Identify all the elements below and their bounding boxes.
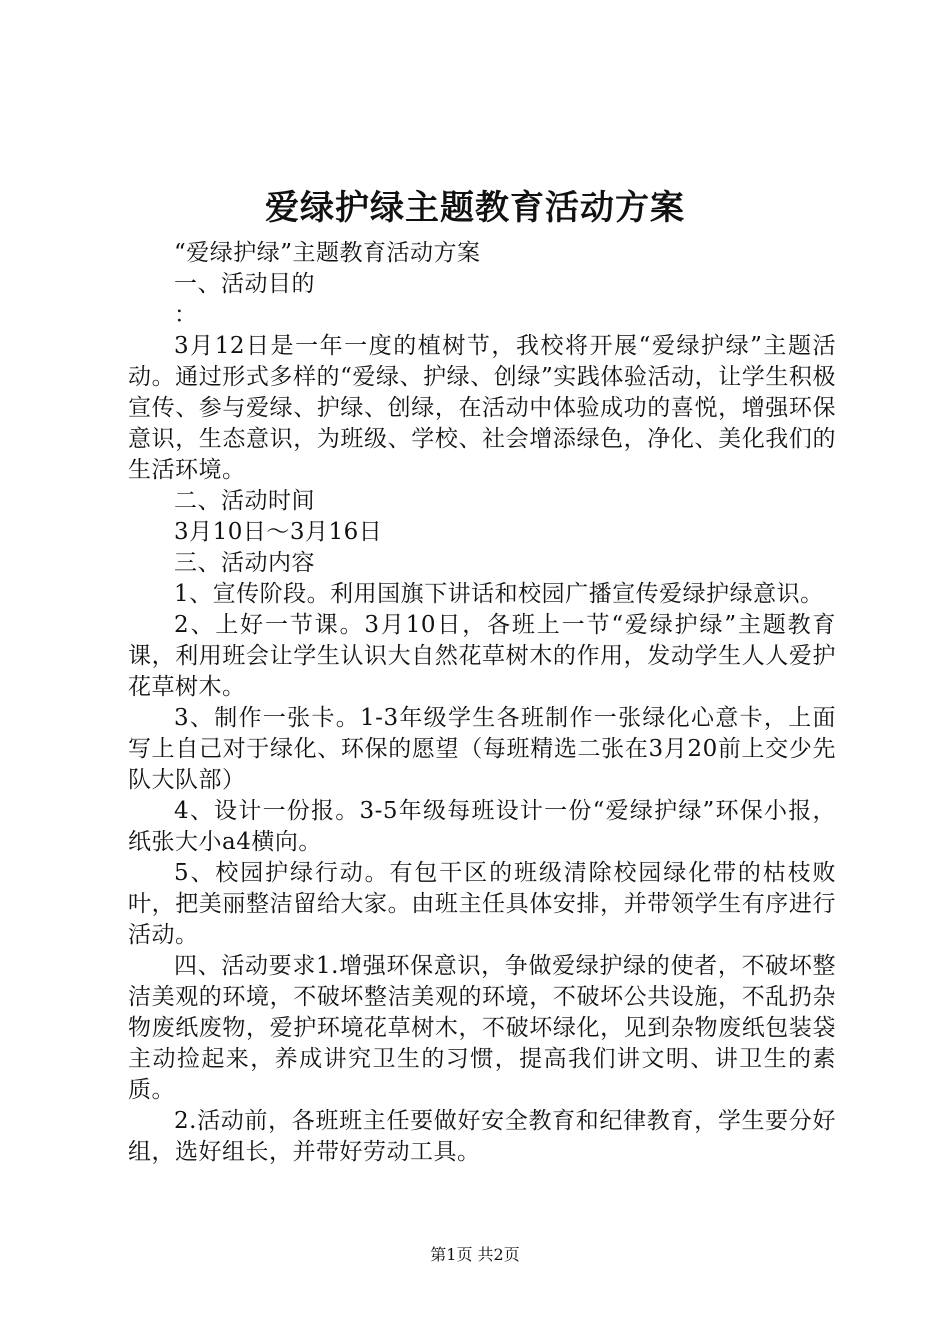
paragraph-colon: ： <box>174 302 198 328</box>
document-body <box>128 238 836 1168</box>
paragraph-content-3: 3、制作一张卡。1-3年级学生各班制作一张绿化心意卡，上面写上自己对于绿化、环保的愿望（每班精选二张在3月20前上交少先队大队部） <box>128 705 836 793</box>
paragraph-requirements-1: 四、活动要求1.增强环保意识，争做爱绿护绿的使者，不破坏整洁美观的环境，不破坏整洁美观的环境，不破坏公共设施，不乱扔杂物废纸废物，爱护环境花草树木，不破坏绿化，见到杂物废纸包装袋主动捡起来，养成讲究卫生的习惯，提高我们讲文明、讲卫生的素质。 <box>128 953 836 1103</box>
paragraph-purpose: 3月12日是一年一度的植树节，我校将开展“爱绿护绿”主题活动。通过形式多样的“爱绿、护绿、创绿”实践体验活动，让学生积极宣传、参与爱绿、护绿、创绿，在活动中体验成功的喜悦，增强环保意识，生态意识，为班级、学校、社会增添绿色，净化、美化我们的生活环境。 <box>128 333 836 483</box>
paragraph-content-1: 1、宣传阶段。利用国旗下讲话和校园广播宣传爱绿护绿意识。 <box>174 581 824 607</box>
document-title: 爱绿护绿主题教育活动方案 <box>265 188 685 228</box>
paragraph-content-2: 2、上好一节课。3月10日，各班上一节“爱绿护绿”主题教育课，利用班会让学生认识大自然花草树木的作用，发动学生人人爱护花草树木。 <box>128 612 836 700</box>
page-footer: 第1页 共2页 <box>430 1245 520 1264</box>
paragraph-requirements-2: 2.活动前，各班班主任要做好安全教育和纪律教育，学生要分好组，选好组长，并带好劳动工具。 <box>128 1108 836 1165</box>
heading-time: 二、活动时间 <box>174 488 315 514</box>
paragraph-subtitle: “爱绿护绿”主题教育活动方案 <box>174 240 481 266</box>
heading-content: 三、活动内容 <box>174 550 315 576</box>
paragraph-content-4: 4、设计一份报。3-5年级每班设计一份“爱绿护绿”环保小报，纸张大小a4横向。 <box>128 798 836 855</box>
paragraph-content-5: 5、校园护绿行动。有包干区的班级清除校园绿化带的枯枝败叶，把美丽整洁留给大家。由班主任具体安排，并带领学生有序进行活动。 <box>128 860 836 948</box>
paragraph-time: 3月10日～3月16日 <box>174 519 383 545</box>
heading-purpose: 一、活动目的 <box>174 271 315 297</box>
